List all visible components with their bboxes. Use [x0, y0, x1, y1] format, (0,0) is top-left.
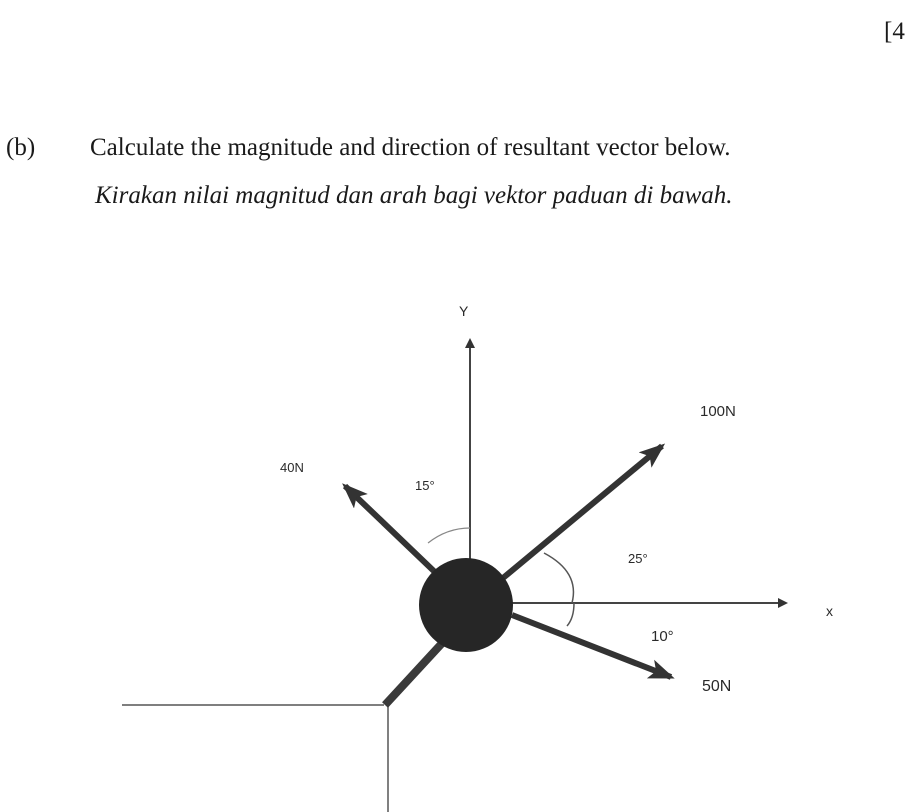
central-body	[419, 558, 513, 652]
angle-arc-25	[544, 553, 573, 603]
y-axis-label: Y	[459, 303, 469, 319]
angle-label-15: 15°	[415, 478, 435, 493]
force-label-40n: 40N	[280, 460, 304, 475]
angle-label-25: 25°	[628, 551, 648, 566]
angle-arc-15	[428, 528, 470, 543]
support-rod	[385, 640, 445, 705]
angle-arc-10	[567, 603, 574, 626]
question-text-malay: Kirakan nilai magnitud dan arah bagi vektor paduan di bawah.	[95, 182, 733, 209]
marks-indicator: [4	[884, 18, 905, 45]
question-text-english: Calculate the magnitude and direction of resultant vector below.	[90, 134, 731, 161]
force-label-100n: 100N	[700, 403, 736, 420]
x-axis-label: x	[826, 603, 833, 619]
force-label-50n: 50N	[702, 678, 732, 695]
angle-label-10: 10°	[651, 628, 674, 645]
force-vector-50n	[512, 615, 671, 677]
force-vector-40n	[345, 486, 438, 575]
question-part-label: (b)	[6, 134, 36, 161]
